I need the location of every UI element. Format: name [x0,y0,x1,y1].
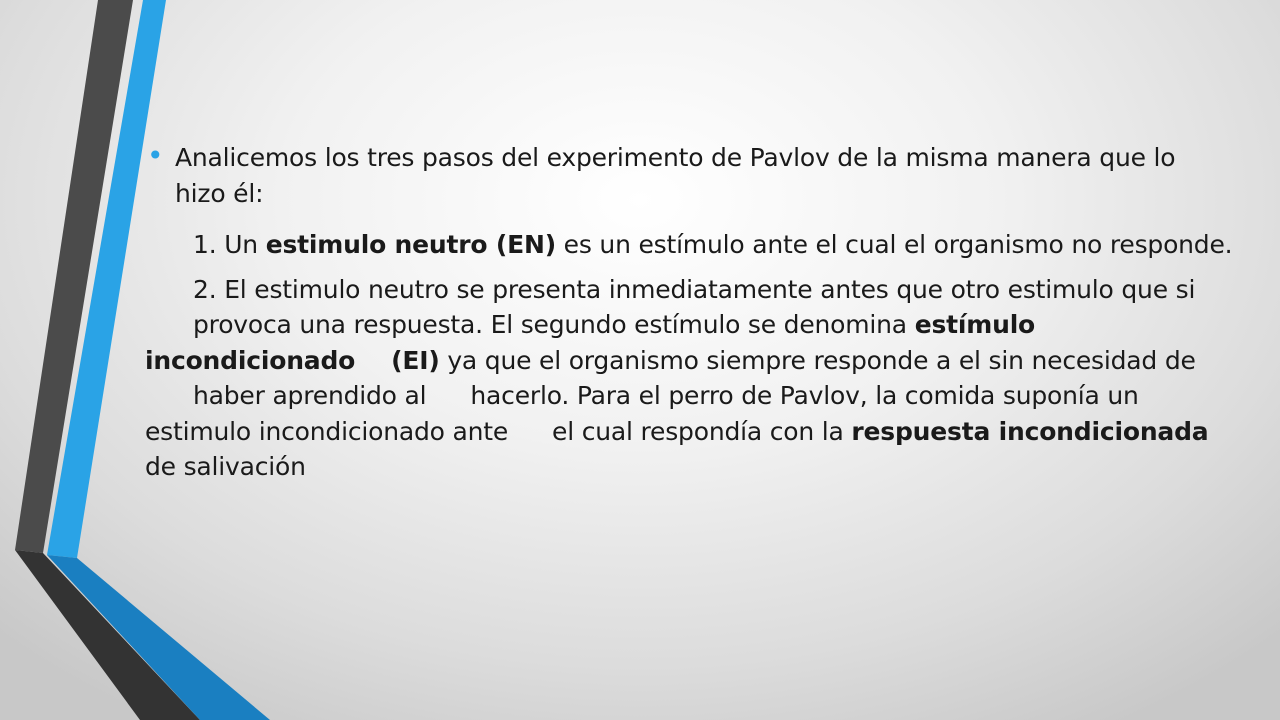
step-2-line-4-b: hacerlo. Para el perro de Pavlov, la comida suponía un [470,381,1139,410]
step-2-term-1b: incondicionado [145,345,356,375]
step-2-term-2: respuesta incondicionada [851,416,1209,446]
bullet-item [145,140,1270,211]
bullet-line-1: Analicemos los tres pasos del experimento de Pavlov de la misma manera que lo [175,143,1176,172]
step-1 [145,227,1270,263]
step-2-line-6: de salivación [145,452,306,481]
step-2-line-5-a: estimulo incondicionado ante [145,416,509,446]
step-1-term: estimulo neutro (EN) [265,230,556,259]
step-2-line-4 [145,378,1270,414]
step-2-line-2 [145,307,1270,343]
step-2-term-1a: estímulo [914,310,1036,339]
step-2-line-1: 2. El estimulo neutro se presenta inmediatamente antes que otro estimulo que si [193,274,1196,304]
step-2-line-5-b: el cual respondía con la [552,416,852,446]
bullet-line-2: hizo él: [175,178,264,208]
step-1-prefix: 1. Un [193,230,266,259]
step-2 [145,272,1270,485]
step-2-line-3-text: ya que el organismo siempre responde a el sin necesidad de [439,345,1196,375]
step-2-line-3 [145,343,1270,379]
bullet-dot-icon: • [147,139,164,172]
step-2-line-4-a: haber aprendido al [193,381,427,410]
step-2-term-abbrev: (EI) [391,345,440,375]
step-1-suffix: es un estímulo ante el cual el organismo no responde. [555,230,1233,259]
slide-body [145,140,1270,485]
step-2-line-2-text: provoca una respuesta. El segundo estímulo se denomina [193,310,915,339]
dark-diagonal [15,550,200,720]
step-2-line-5 [145,414,1270,450]
